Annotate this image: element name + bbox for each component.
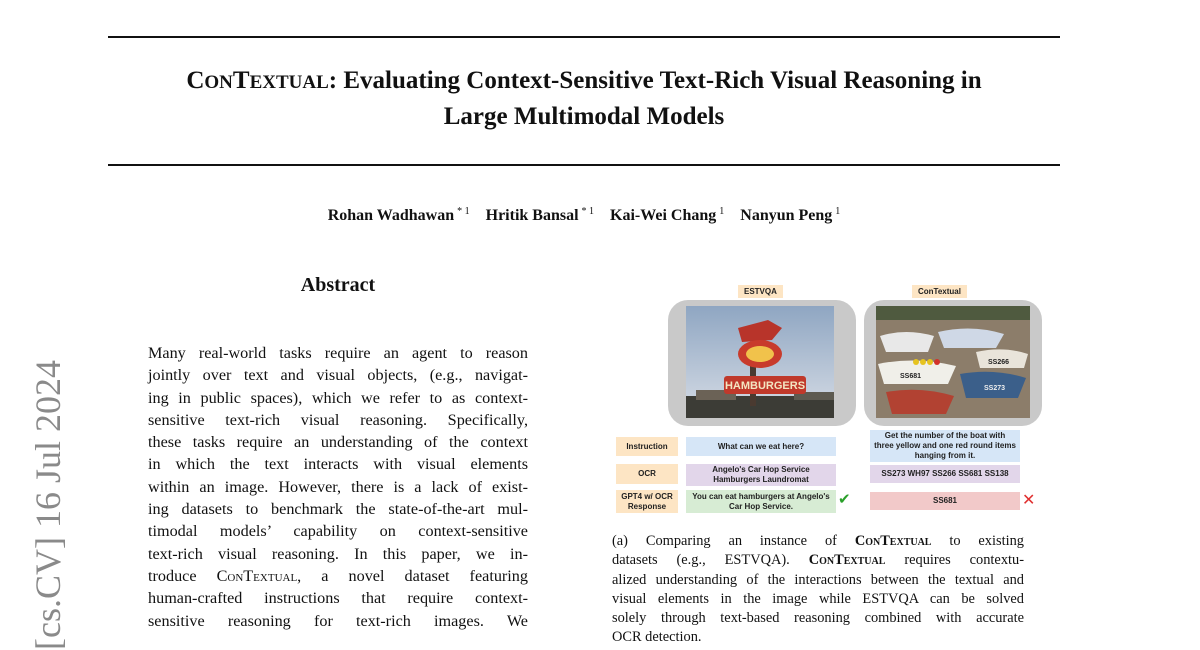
estvqa-instruction: What can we eat here?	[686, 437, 836, 456]
contextual-ocr: SS273 WH97 SS266 SS681 SS138	[870, 465, 1020, 483]
estvqa-ocr: Angelo's Car Hop Service Hamburgers Laundromat	[686, 464, 836, 486]
author: Rohan Wadhawan $^{* 1}$	[327, 206, 470, 225]
bottom-rule	[108, 164, 1060, 166]
abstract-line: text-rich visual reasoning. In this paper, we in-	[148, 544, 528, 563]
abstract-line: within an image. However, there is a lack of exist-	[148, 477, 528, 496]
boats-image	[876, 306, 1030, 418]
caption-line: (a) Comparing an instance of ConTextual to existing	[612, 533, 1024, 549]
caption-line: solely through text-based reasoning combined with accurate	[612, 610, 1024, 627]
estvqa-tag: ESTVQA	[738, 285, 783, 298]
caption-line: OCR detection.	[612, 629, 702, 646]
contextual-instruction: Get the number of the boat with three yellow and one red round items hanging from it.	[870, 430, 1020, 462]
sign-text: HAMBURGERS	[724, 380, 806, 392]
author: Hritik Bansal $^{* 1}$	[485, 206, 595, 225]
gpt4-response-label: GPT4 w/ OCR Response	[616, 490, 678, 513]
paper-title	[108, 64, 1060, 134]
dataset-name: ConTextual	[216, 566, 298, 585]
abstract-line: sensitive reasoning for text-rich images. We	[148, 611, 528, 630]
caption-line: datasets (e.g., ESTVQA). ConTextual requires contextu-	[612, 552, 1025, 569]
abstract-body	[148, 342, 528, 632]
contextual-response: SS681	[870, 492, 1020, 510]
title-dataset-name: CONTEXTUAL	[186, 67, 329, 94]
caption-line: alized understanding of the interactions between the textual and	[612, 571, 1024, 588]
check-icon: ✔	[838, 490, 851, 508]
author-list	[108, 206, 1060, 225]
abstract-line: Many real-world tasks require an agent to reason	[148, 344, 528, 362]
estvqa-photo	[686, 306, 834, 418]
abstract-line: these tasks require an understanding of the context	[148, 433, 528, 452]
hamburger-sign-image	[686, 306, 834, 418]
title-line1-rest: : Evaluating Context-Sensitive Text-Rich Visual Reasoning in	[328, 67, 982, 94]
boat-id-label: SS681	[900, 373, 922, 380]
top-rule	[108, 36, 1060, 38]
author: Kai-Wei Chang $^1$	[610, 206, 725, 225]
abstract-line: ing in public spaces), which we refer to as context-	[148, 388, 528, 407]
abstract-line: jointly over text and visual objects, (e.g., navigat-	[148, 366, 528, 385]
contextual-photo	[876, 306, 1030, 418]
figure-caption	[612, 532, 1024, 648]
arxiv-stamp: [cs.CV] 16 Jul 2024	[28, 360, 68, 650]
cross-icon: ✕	[1022, 490, 1036, 509]
abstract-line: human-crafted instructions that require context-	[148, 589, 528, 608]
title-line2: Large Multimodal Models	[443, 103, 725, 130]
caption-line: visual elements in the image while ESTVQA can be solved	[612, 590, 1024, 607]
abstract-line: troduce ConTextual, a novel dataset featuring	[148, 566, 528, 585]
estvqa-response: You can eat hamburgers at Angelo's Car Hop Service.	[686, 490, 836, 513]
boat-id-label: SS273	[984, 385, 1006, 392]
instruction-label: Instruction	[616, 437, 678, 456]
author: Nanyun Peng $^1$	[740, 206, 841, 225]
boat-id-label: SS266	[988, 359, 1010, 366]
abstract-line: timodal models’ capability on context-sensitive	[148, 522, 528, 541]
abstract-line: in which the text interacts with visual elements	[148, 455, 528, 474]
abstract-heading: Abstract	[300, 274, 376, 296]
contextual-tag: ConTextual	[912, 285, 967, 298]
abstract-line: ing datasets to benchmark the state-of-the-art mul-	[148, 500, 528, 519]
abstract-line: sensitive text-rich visual reasoning. Specifically,	[148, 410, 528, 429]
ocr-label: OCR	[616, 464, 678, 484]
